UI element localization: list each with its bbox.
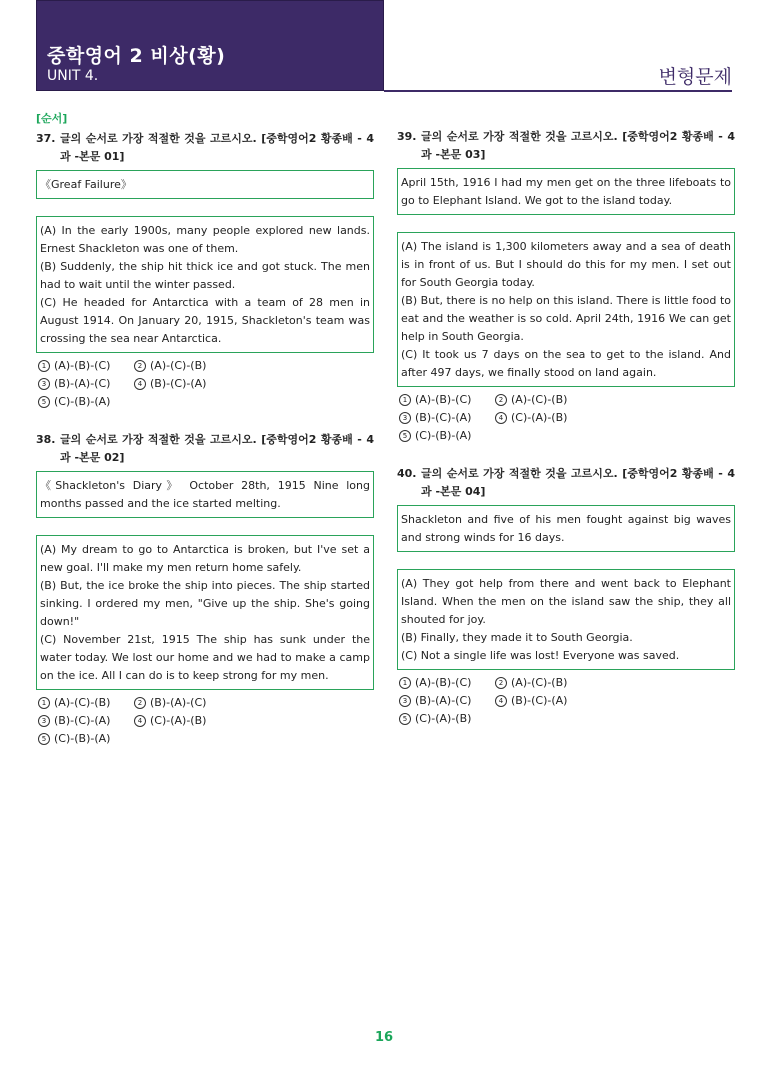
book-title: 중학영어 2 비상(황) — [47, 45, 226, 67]
option-number-icon: 4 — [134, 378, 146, 390]
paragraph-a: (A) In the early 1900s, many people explored new lands. Ernest Shackleton was one of them. — [40, 224, 370, 255]
option-number-icon: 5 — [399, 430, 411, 442]
option-number-icon: 3 — [38, 715, 50, 727]
option-number-icon: 4 — [495, 695, 507, 707]
option-text: (A)-(C)-(B) — [511, 393, 568, 406]
option-3[interactable] — [38, 712, 134, 730]
option-number-icon: 1 — [38, 360, 50, 372]
option-4[interactable] — [134, 712, 230, 730]
question-title — [36, 130, 374, 166]
option-4[interactable] — [495, 692, 591, 710]
option-text: (C)-(A)-(B) — [415, 712, 472, 725]
paragraph-c: (C) He headed for Antarctica with a team of 28 men in August 1914. On January 20, 1915, Shackleton's team was crossing the sea near Antarctica. — [40, 296, 370, 345]
option-text: (B)-(A)-(C) — [150, 696, 207, 709]
option-number-icon: 5 — [38, 733, 50, 745]
section-tag: [순서] — [36, 112, 68, 125]
intro-text: Shackleton and five of his men fought against big waves and strong winds for 16 days. — [401, 513, 731, 544]
option-number-icon: 4 — [134, 715, 146, 727]
paragraph-c: (C) November 21st, 1915 The ship has sunk under the water today. We lost our home and we had to make a camp on the ice. All I can do is to keep strong for my men. — [40, 633, 370, 682]
option-2[interactable] — [134, 694, 230, 712]
unit-label: UNIT 4. — [47, 68, 99, 84]
option-text: (A)-(B)-(C) — [415, 676, 472, 689]
paragraph-b: (B) But, there is no help on this island. There is little food to eat and the weather is so cold. April 24th, 1916 We can get help in South Georgia. — [401, 294, 731, 343]
question-40 — [397, 465, 735, 728]
paragraph-a: (A) They got help from there and went back to Elephant Island. When the men on the island saw the ship, they all shouted for joy. — [401, 577, 731, 626]
answer-options — [397, 674, 735, 728]
option-number-icon: 1 — [38, 697, 50, 709]
option-text: (C)-(A)-(B) — [511, 411, 568, 424]
paragraph-c: (C) Not a single life was lost! Everyone was saved. — [401, 649, 680, 662]
answer-options — [397, 391, 735, 445]
question-text: 글의 순서로 가장 적절한 것을 고르시오. [중학영어2 황종배 - 4과 -본문 02] — [60, 433, 374, 464]
question-37 — [36, 130, 374, 411]
option-number-icon: 2 — [134, 360, 146, 372]
question-39 — [397, 128, 735, 445]
option-1[interactable] — [399, 674, 495, 692]
answer-options — [36, 694, 374, 748]
question-title — [397, 465, 735, 501]
option-5[interactable] — [399, 710, 495, 728]
intro-box — [397, 168, 735, 215]
section-label: 변형문제 — [658, 66, 732, 88]
intro-box — [36, 170, 374, 199]
option-number-icon: 1 — [399, 394, 411, 406]
option-number-icon: 3 — [399, 695, 411, 707]
option-number-icon: 5 — [38, 396, 50, 408]
page-number: 16 — [374, 1030, 394, 1045]
answer-options — [36, 357, 374, 411]
paragraph-c: (C) It took us 7 days on the sea to get to the island. And after 497 days, we finally stood on land again. — [401, 348, 731, 379]
option-number-icon: 4 — [495, 412, 507, 424]
option-text: (A)-(C)-(B) — [511, 676, 568, 689]
option-text: (B)-(C)-(A) — [415, 411, 472, 424]
question-number: 39. — [397, 130, 417, 143]
paragraph-b: (B) Finally, they made it to South Georgia. — [401, 631, 633, 644]
option-text: (A)-(C)-(B) — [54, 696, 111, 709]
option-number-icon: 5 — [399, 713, 411, 725]
option-text: (B)-(A)-(C) — [415, 694, 472, 707]
option-3[interactable] — [399, 692, 495, 710]
question-number: 37. — [36, 132, 56, 145]
option-4[interactable] — [495, 409, 591, 427]
option-2[interactable] — [495, 391, 591, 409]
option-text: (B)-(A)-(C) — [54, 377, 111, 390]
question-text: 글의 순서로 가장 적절한 것을 고르시오. [중학영어2 황종배 - 4과 -본문 03] — [421, 130, 735, 161]
option-number-icon: 3 — [38, 378, 50, 390]
intro-text: 《Greaf Failure》 — [40, 178, 132, 191]
option-number-icon: 2 — [495, 394, 507, 406]
intro-text: April 15th, 1916 I had my men get on the three lifeboats to go to Elephant Island. We got to the island today. — [401, 176, 731, 207]
question-text: 글의 순서로 가장 적절한 것을 고르시오. [중학영어2 황종배 - 4과 -본문 04] — [421, 467, 735, 498]
option-2[interactable] — [495, 674, 591, 692]
paragraph-b: (B) Suddenly, the ship hit thick ice and got stuck. The men had to wait until the winter passed. — [40, 260, 370, 291]
option-2[interactable] — [134, 357, 230, 375]
left-column — [36, 110, 374, 748]
intro-box — [397, 505, 735, 552]
passage-box — [36, 535, 374, 690]
option-number-icon: 2 — [134, 697, 146, 709]
intro-box — [36, 471, 374, 518]
option-4[interactable] — [134, 375, 230, 393]
option-number-icon: 1 — [399, 677, 411, 689]
intro-text: 《Shackleton's Diary》 October 28th, 1915 Nine long months passed and the ice started melting. — [40, 479, 370, 510]
option-text: (B)-(C)-(A) — [150, 377, 207, 390]
option-text: (A)-(C)-(B) — [150, 359, 207, 372]
right-column — [397, 128, 735, 728]
option-text: (A)-(B)-(C) — [54, 359, 111, 372]
paragraph-b: (B) But, the ice broke the ship into pieces. The ship started sinking. I ordered my men, "Give up the ship. She's going down!" — [40, 579, 370, 628]
option-number-icon: 2 — [495, 677, 507, 689]
option-1[interactable] — [38, 694, 134, 712]
header-divider — [384, 90, 732, 92]
option-number-icon: 3 — [399, 412, 411, 424]
option-text: (B)-(C)-(A) — [54, 714, 111, 727]
option-5[interactable] — [399, 427, 495, 445]
option-5[interactable] — [38, 393, 134, 411]
question-title — [36, 431, 374, 467]
option-text: (C)-(B)-(A) — [54, 732, 111, 745]
option-text: (C)-(B)-(A) — [54, 395, 111, 408]
option-3[interactable] — [399, 409, 495, 427]
option-text: (C)-(A)-(B) — [150, 714, 207, 727]
option-text: (C)-(B)-(A) — [415, 429, 472, 442]
option-1[interactable] — [399, 391, 495, 409]
passage-box — [397, 569, 735, 670]
option-text: (A)-(B)-(C) — [415, 393, 472, 406]
header-banner — [36, 0, 384, 91]
question-38 — [36, 431, 374, 748]
passage-box — [36, 216, 374, 353]
question-text: 글의 순서로 가장 적절한 것을 고르시오. [중학영어2 황종배 - 4과 -본문 01] — [60, 132, 374, 163]
option-1[interactable] — [38, 357, 134, 375]
question-number: 38. — [36, 433, 56, 446]
question-title — [397, 128, 735, 164]
paragraph-a: (A) The island is 1,300 kilometers away and a sea of death is in front of us. But I should do this for my men. I set out for South Georgia today. — [401, 240, 731, 289]
passage-box — [397, 232, 735, 387]
option-3[interactable] — [38, 375, 134, 393]
question-number: 40. — [397, 467, 417, 480]
option-text: (B)-(C)-(A) — [511, 694, 568, 707]
option-5[interactable] — [38, 730, 134, 748]
paragraph-a: (A) My dream to go to Antarctica is broken, but I've set a new goal. I'll make my men return home safely. — [40, 543, 370, 574]
